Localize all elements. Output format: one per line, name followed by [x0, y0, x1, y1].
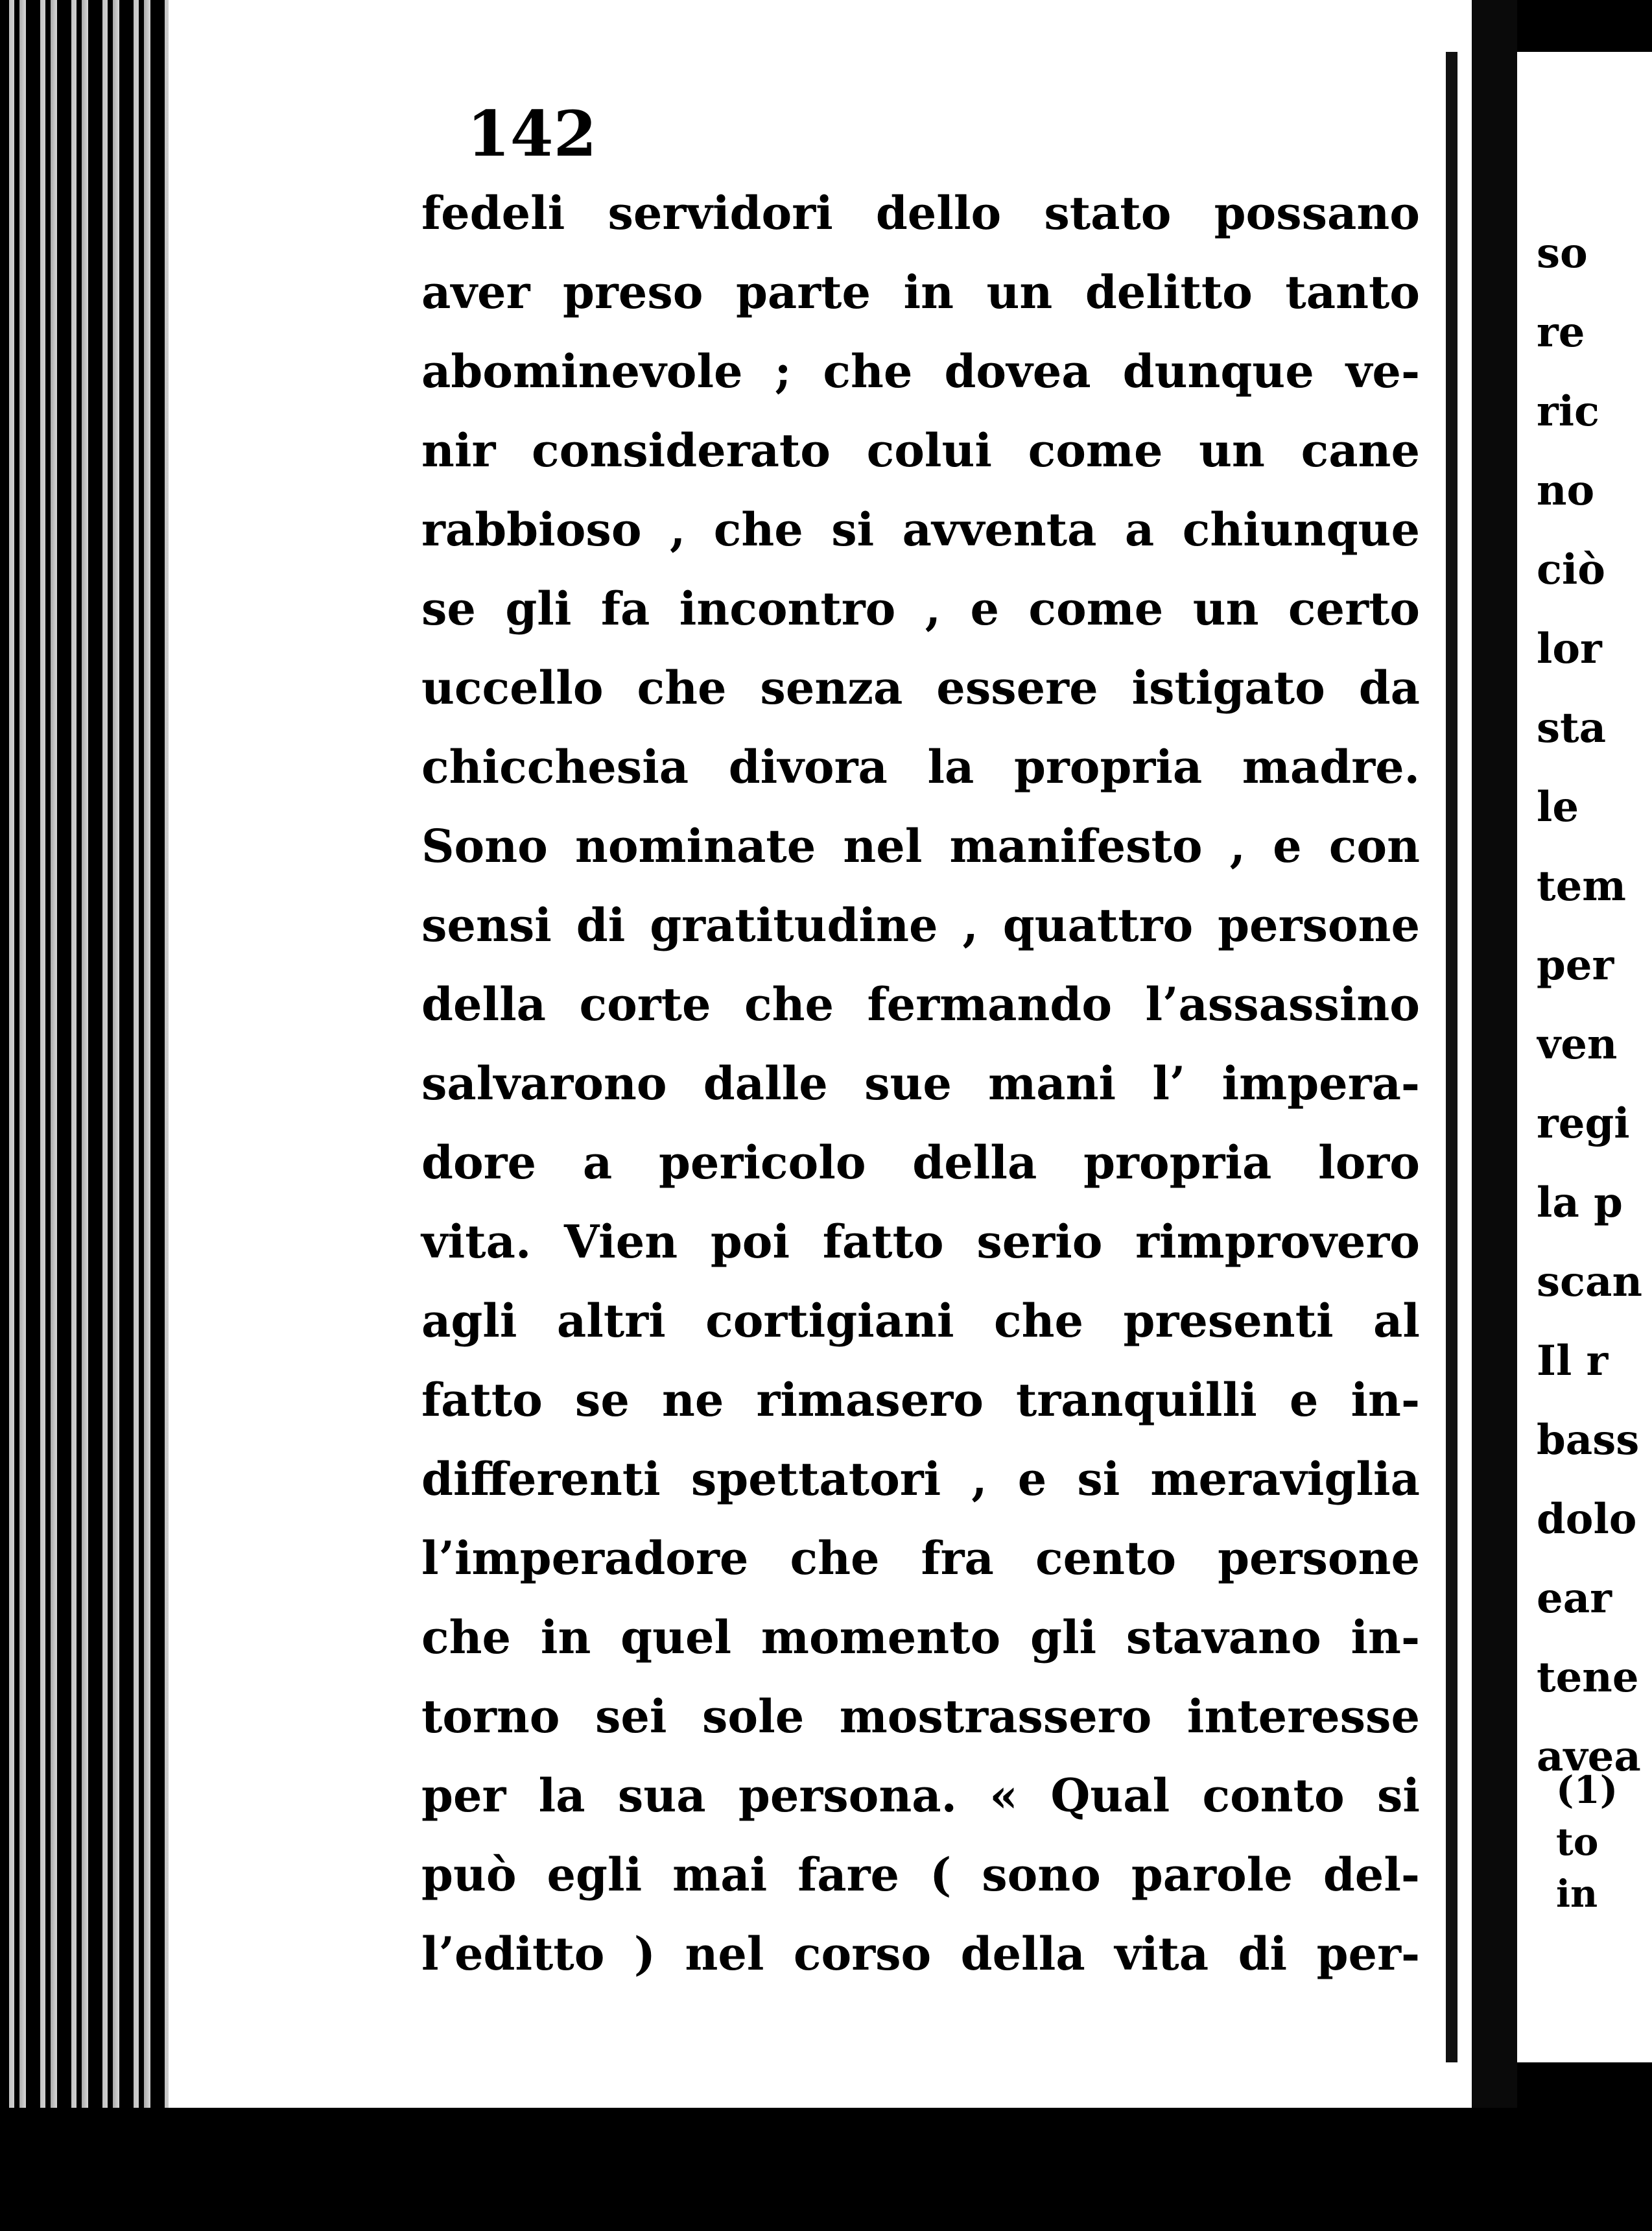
text-line: fatto se ne rimasero tranquilli e in-: [421, 1373, 1420, 1427]
text-line: aver preso parte in un delitto tanto: [421, 265, 1420, 319]
facing-text-line: Il r: [1537, 1337, 1609, 1385]
facing-text-line: lor: [1537, 625, 1602, 673]
text-line: rabbioso , che si avventa a chiunque: [421, 503, 1420, 556]
text-line: Sono nominate nel manifesto , e con: [421, 819, 1420, 873]
page-number: 142: [467, 97, 597, 171]
facing-text-line: sta: [1537, 704, 1607, 752]
page-edges: [0, 0, 169, 2231]
facing-text-line: la p: [1537, 1178, 1623, 1227]
book-gutter: [1472, 0, 1517, 2231]
text-line: se gli fa incontro , e come un certo: [421, 582, 1420, 636]
text-line: torno sei sole mostrassero interesse: [421, 1689, 1420, 1743]
facing-text-line: re: [1537, 308, 1585, 357]
facing-text-line: per: [1537, 941, 1614, 990]
facing-text-line: tem: [1537, 862, 1626, 911]
facing-text-line: ciò: [1537, 545, 1605, 594]
facing-text-line: so: [1537, 229, 1588, 278]
facing-text-line: le: [1537, 783, 1579, 831]
facing-text-line: avea: [1537, 1732, 1641, 1781]
facing-text-line: tene: [1537, 1653, 1639, 1702]
text-line: dore a pericolo della propria loro: [421, 1136, 1420, 1189]
text-line: differenti spettatori , e si meraviglia: [421, 1452, 1420, 1506]
text-line: salvarono dalle sue mani l’ impera-: [421, 1056, 1420, 1110]
facing-text-line: ven: [1537, 1020, 1618, 1069]
text-line: nir considerato colui come un cane: [421, 424, 1420, 477]
text-line: che in quel momento gli stavano in-: [421, 1610, 1420, 1664]
text-line: l’editto ) nel corso della vita di per-: [421, 1927, 1420, 1981]
footnote-line: (1): [1556, 1768, 1618, 1812]
bottom-shadow: [0, 2108, 1652, 2231]
footnote-line: to in: [1556, 1820, 1599, 1916]
facing-text-line: bass: [1537, 1416, 1640, 1464]
facing-text-line: ear: [1537, 1574, 1612, 1623]
text-line: uccello che senza essere istigato da: [421, 661, 1420, 715]
text-line: può egli mai fare ( sono parole del-: [421, 1848, 1420, 1902]
facing-text-line: no: [1537, 466, 1595, 515]
text-line: abominevole ; che dovea dunque ve-: [421, 344, 1420, 398]
text-line: vita. Vien poi fatto serio rimprovero: [421, 1215, 1420, 1269]
text-line: fedeli servidori dello stato possano: [421, 186, 1420, 240]
facing-text-line: ric: [1537, 387, 1599, 436]
facing-text-line: dolo: [1537, 1495, 1637, 1544]
facing-page-text: [1537, 214, 1652, 1796]
text-line: per la sua persona. « Qual conto si: [421, 1769, 1420, 1822]
text-line: della corte che fermando l’assassino: [421, 977, 1420, 1031]
text-line: chicchesia divora la propria madre.: [421, 740, 1420, 794]
text-line: agli altri cortigiani che presenti al: [421, 1294, 1420, 1348]
facing-page-footnote: [1556, 1764, 1652, 1920]
text-line: l’imperadore che fra cento persone: [421, 1531, 1420, 1585]
text-line: sensi di gratitudine , quattro persone: [421, 898, 1420, 952]
facing-text-line: regi: [1537, 1099, 1630, 1148]
main-text-block: [421, 174, 1420, 1994]
facing-text-line: scan: [1537, 1258, 1642, 1306]
